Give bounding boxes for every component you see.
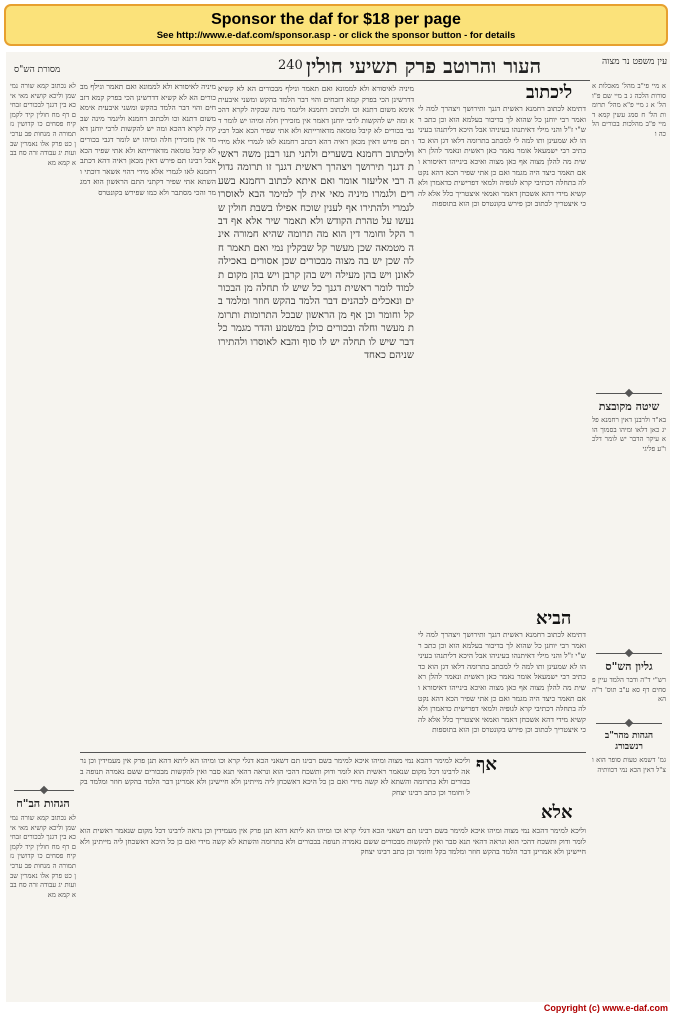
dibbur-hamatchil-b: הביא <box>536 608 572 629</box>
ornament-divider <box>596 720 662 726</box>
side-notes-left: לא נכתוב קמא שורה נמי שמן וליכא קושיא מאי איכא בין דגנך לבכורים זבחים דף מח חולין קיד לקמן קיח פסחים כו קדושין נז תמורה ה מנחות פב ערכין כט פרק אלו נאמרין שבועות יג עבודה זרה סח בבא קמא מא <box>10 82 76 167</box>
shita-mekubetzet-text: בא"ד ולרבנן דאין רחמנא פליג כאן דלאו ומיהו בסמוך הוא עיקר הדבר יש לומר דלכו"ע פליגי <box>592 416 666 453</box>
ornament-divider <box>596 390 662 396</box>
sponsor-headline: Sponsor the daf for $18 per page <box>211 11 461 28</box>
gilyon-hashas-text: רש"י ד"ה ודבר הלמד עיין פסחים דף סא ע"ב תוס' ד"ה הא <box>592 676 666 704</box>
talmud-page <box>6 52 670 1002</box>
ein-mishpat-label: עין משפט נר מצוה <box>602 57 668 67</box>
header-rule <box>94 80 590 81</box>
section-title-gilyon-hashas: גליון הש"ס <box>605 660 653 673</box>
folio-number: 240 <box>278 58 303 73</box>
rashi-column: דתימא לכתוב רחמנא ראשית דגנך ותירושך ויצהרך למה לי ואמר רבי יוחנן כל שהוא לך בדיבור בעלמא הוא וכן כתב רש"י ז"ל והני מילי דאיתנהו בעיניהו אבל היכא דליתנהו בעיניהו לא שמעינן ותו למה לי למכתב בתרומה דלאו דגן הוא כדכתיב רבי ישמעאל אומר נאמר כאן ראשית ונאמר להלן ראשית מה להלן מצוה אף כאן מצוה ואיכא בינייהו דאיסורא ואם תאמר כיצד היה מגמר ואם כן אתי שפיר הכא דהא נקט לה בתחלה דכתיבי קרא לגופיה ולמאי דפרישית כדאמרן ולא קשיא מידי דהא אשכחן דאמר ואמאי איצטריך כלל אלא להכי איצטריך לכתוב וכן פירש בקונטרס וכן הוא בתוספות <box>418 104 586 209</box>
bottom-commentary-top: וליכא למימר דהכא נמי מצוה ומיהו איכא למימר בשם רבינו תם דשאני הכא דגלי קרא וכו ומיהו הא ליתא דהא תנן פרק אין מעמידין וכן נראה לרבינו דכל מקום שנאמר ראשית הוא לומר ודוק ותשכח דהכי הוא ונראה דהאי תנא סבר ואין להקשות מבכורים ששם נאמרה תנופה בבכורים ולא בתרומה והשתא לא קשה מידי ואם כן כל היכא דאשכחן ליה מייתינן ולא חיישינן ולא אמרינן דבר הלמד בהקש חוזר ומלמד בקל וחומר וכן כתב רבינו יצחק <box>80 756 470 797</box>
hagahot-habach-text: לא נכתוב קמא שורה נמי שמן וליכא קושיא מאי איכא בין דגנך לבכורים זבחים דף מח חולין קיד לקמן קיח פסחים כו קדושין נז תמורה ה מנחות פב ערכין כט פרק אלו נאמרין שבועות יג עבודה זרה סח בבא קמא מא <box>10 814 76 899</box>
sponsor-subline: See http://www.e-daf.com/sponsor.asp - or click the sponsor button - for details <box>156 30 516 41</box>
sponsor-banner[interactable] <box>4 4 668 46</box>
gemara-main-text: וליכתוב רחמנא בשערים ולתני תנו רבנן משה ראשית דגנך תירושך ויצהרך ראשית דגנך זו תרומה גדולה רבי אליעזר אומר ואם איתא לכתוב רחמנא בשערים ולגמרו מיניה מאי אית לך למימר הבא לאוסרו לגמרי ולהתירו אף לענין שוכח אפילו בשבת חולין שנעשו על טהרת הקודש ולא תאמר שיר אלא אף דבר הקל וחומר דין הוא מה תרומה שהיא חמורה אינה מטמאה שכן מעשר קל שבקלין נמי ואם תאמר חלה שכן יש בה מצוה מבכורים שכן אסורים באכילה לאונן ויש בהן מעילה ויש בהן קרבן ויש בהן מקום תלמוד לומר ראשית דגנך כל שיש לו תחלה מן הבכורים ונאכלים לכהנים דבר הלמד בהקש חוזר ומלמד בקל וחומר וכן אף מן הראשון שבכל התרומות ותרומת מעשר וחלה ובכורים כולן במשמע והדר מגמר כל דבר שיש לו תחלה יש לו סוף והבא לאוסרו ולהתירו שניהם כאחד <box>218 149 414 362</box>
ornament-divider <box>14 787 74 793</box>
gemara-top-commentary: מיניה לאיסורא ולא לממונא ואם תאמר ונילף מבכורים הא לא קשיא דדרשינן הכי בפרק קמא דזבחים והוי דבר הלמד בהקש ומשני איבעית אימא משום דתנא וכו ולכתוב רחמנא וליגמר מינה שבקיה לקרא דהכא ומה יש להקשות לרבי יוחנן דאמר אין מזכירין חלה ומיהו יש לומר דגבי בכורים לא קיבל טומאה מדאורייתא ולא אתי שפיר הכא אבל רבינו תם פירש דאין מכאן ראיה דהא דכתב רחמנא לאו לגמרי אלא מידי <box>218 84 414 146</box>
running-title: העור והרוטב פרק תשיעי חולין <box>306 54 542 78</box>
hagahot-maharab-text: גמ' דשמא טעות סופר הוא וצ"ל דאין הכא נמי דכוותיה <box>592 756 666 774</box>
section-title-shita-mekubetzet: שיטה מקובצת <box>598 400 660 413</box>
rashi-column-continued: דתימא לכתוב רחמנא ראשית דגנך ותירושך ויצהרך למה לי ואמר רבי יוחנן כל שהוא לך בדיבור בעלמא הוא וכן כתב רש"י ז"ל והני מילי דאיתנהו בעיניהו אבל היכא דליתנהו בעיניהו לא שמעינן ותו למה לי למכתב בתרומה דלאו דגן הוא כדכתיב רבי ישמעאל אומר נאמר כאן ראשית ונאמר להלן ראשית מה להלן מצוה אף כאן מצוה ואיכא בינייהו דאיסורא ואם תאמר כיצד היה מגמר ואם כן אתי שפיר הכא דהא נקט לה בתחלה דכתיבי קרא לגופיה ולמאי דפרישית כדאמרן ולא קשיא מידי דהא אשכחן דאמר ואמאי איצטריך כלל אלא להכי איצטריך לכתוב וכן פירש בקונטרס וכן הוא בתוספות <box>418 630 586 735</box>
ein-mishpat-notes: א מיי פי"ב מהל' מאכלות אסורות הלכה ג ב מיי שם פ"ו הל' א ג מיי פ"א מהל' תרומות הל' ח סמג עשין קמא ד מיי פ"ב מהלכות בכורים הלכה ו <box>592 82 666 138</box>
tosafot-column: מיניה לאיסורא ולא לממונא ואם תאמר ונילף מבכורים הא לא קשיא דדרשינן הכי בפרק קמא דזבחים והוי דבר הלמד בהקש ומשני איבעית אימא משום דתנא וכו ולכתוב רחמנא וליגמר מינה שבקיה לקרא דהכא ומה יש להקשות לרבי יוחנן דאמר אין מזכירין חלה ומיהו יש לומר דגבי בכורים לא קיבל טומאה מדאורייתא ולא אתי שפיר הכא אבל רבינו תם פירש דאין מכאן ראיה דהא דכתב רחמנא לאו לגמרי אלא מידי דהוי אשאר דוכתי והשתא אתי שפיר דקתני התם הראשון הוא דמגמר והכי מסתבר ולא כמו שפירש בקונטרס <box>80 82 216 197</box>
section-title-hagahot-maharab: הגהות מהר"ב רנשבורג <box>604 731 654 752</box>
copyright-notice: Copyright (c) www.e-daf.com <box>543 1003 668 1013</box>
dibbur-hamatchil-a: ליכתוב <box>526 82 573 103</box>
dibbur-hamatchil-c: אלא <box>541 802 573 823</box>
dibbur-hamatchil-d: אף <box>476 754 497 775</box>
bottom-commentary: וליכא למימר דהכא נמי מצוה ומיהו איכא למימר בשם רבינו תם דשאני הכא דגלי קרא וכו ומיהו הא ליתא דהא תנן פרק אין מעמידין וכן נראה לרבינו דכל מקום שנאמר ראשית הוא לומר ודוק ותשכח דהכי הוא ונראה דהאי תנא סבר ואין להקשות מבכורים ששם נאמרה תנופה בבכורים ולא בתרומה והשתא לא קשה מידי ואם כן כל היכא דאשכחן ליה מייתינן ולא חיישינן ולא אמרינן דבר הלמד בהקש חוזר ומלמד בקל וחומר וכן כתב רבינו יצחק <box>80 826 586 857</box>
ornament-divider <box>596 650 662 656</box>
masoret-label: מסורת הש"ס <box>14 65 61 75</box>
bottom-rule <box>80 752 586 753</box>
section-title-hagahot-habach: הגהות הב"ח <box>16 797 70 810</box>
